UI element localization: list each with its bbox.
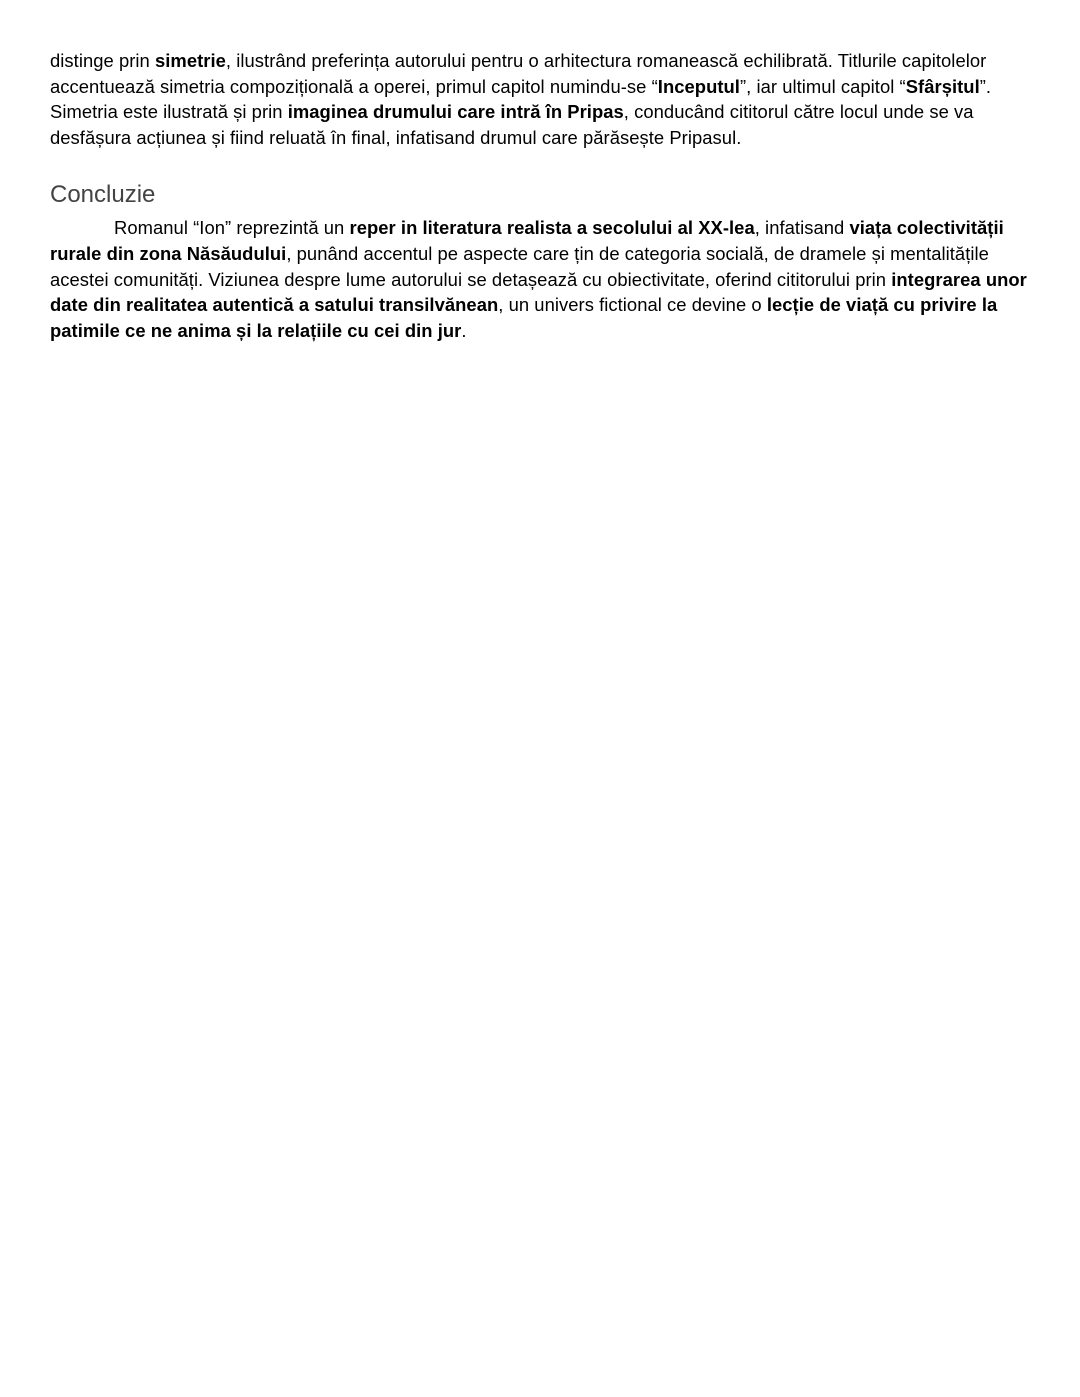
- text-run: ”. Simetria este ilustrată și prin: [50, 75, 992, 123]
- section-heading-concluzie: Concluzie: [50, 181, 156, 209]
- text-run: , infatisand: [754, 217, 850, 239]
- text-run: , conducând cititorul către locul unde se va desfășura acțiunea și fiind reluată în final, infatisand drumul care părăsește Pripasul.: [50, 101, 974, 148]
- document-page: [50, 48, 1040, 343]
- paragraph-concluzie: [50, 215, 1040, 343]
- bold-run: simetrie: [154, 50, 226, 71]
- text-run: , ilustrând preferința autorului pentru o arhitectura romanească echilibrată. Titlurile capitolelor accentuează simetria compozițională a operei, primul capitol numindu-se “: [50, 50, 987, 97]
- text-run: , punând accentul pe aspecte care țin de categoria socială, de dramele și mentalitățile acestei comunități. Viziunea despre lume autorului se detașează cu obiectivitate, oferind cititorului prin: [50, 242, 989, 290]
- bold-run: Sfârșitul: [905, 75, 980, 97]
- bold-run: imaginea drumului care intră în Pripas: [287, 101, 624, 123]
- bold-run: lecție de viață cu privire la patimile ce ne anima și la relațiile cu cei din jur: [50, 294, 998, 341]
- bold-run: Inceputul: [657, 75, 740, 97]
- text-run: distinge prin: [50, 50, 155, 71]
- bold-run: viața colectivității rurale din zona Năsăudului: [50, 217, 1004, 264]
- bold-run: integrarea unor date din realitatea autentică a satului transilvănean: [50, 268, 1027, 316]
- bold-run: reper in literatura realista a secolului al XX-lea: [349, 217, 755, 239]
- paragraph-simetrie: [50, 48, 1040, 150]
- text-run: Romanul “Ion” reprezintă un: [114, 217, 350, 239]
- text-run: ”, iar ultimul capitol “: [739, 75, 906, 97]
- text-run: , un univers fictional ce devine o: [498, 294, 767, 316]
- text-run: .: [461, 319, 467, 341]
